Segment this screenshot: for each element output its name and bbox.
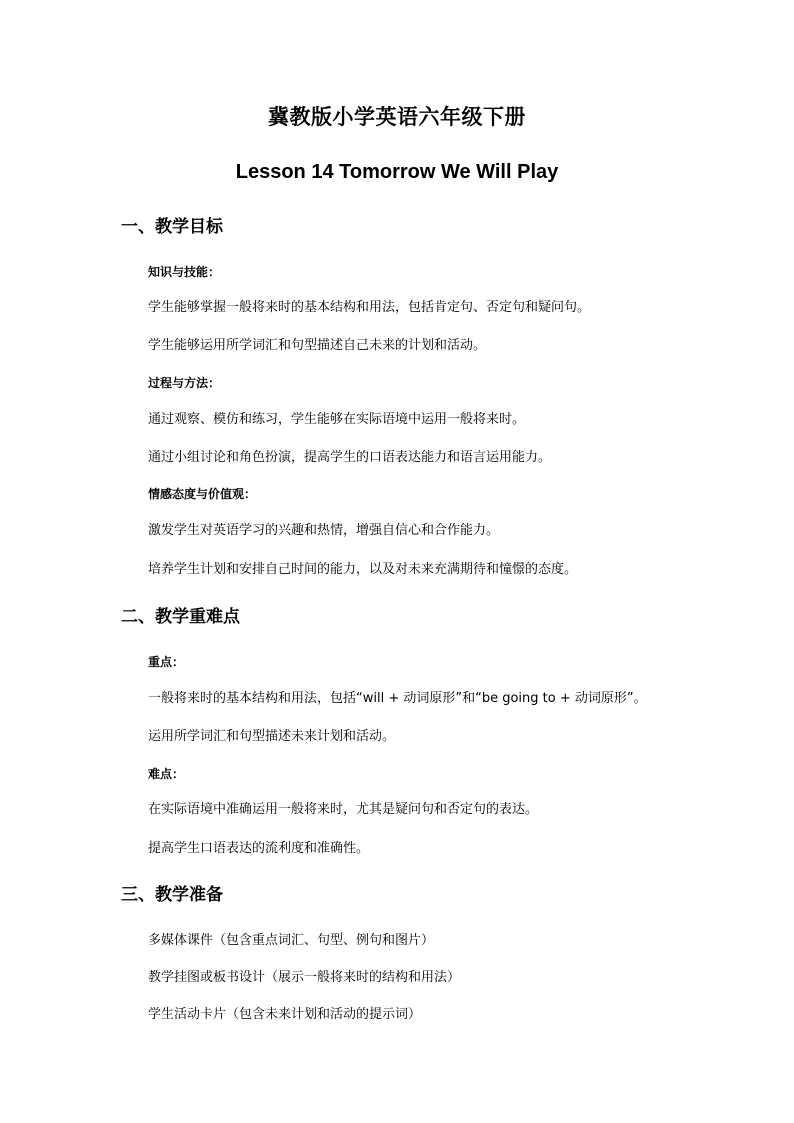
section-heading-key-points: 二、教学重难点 (121, 607, 240, 627)
paragraph: 在实际语境中准确运用一般将来时，尤其是疑问句和否定句的表达。 (148, 802, 539, 817)
subheading-attitude: 情感态度与价值观： (148, 487, 257, 501)
document-title: 冀教版小学英语六年级下册 (268, 105, 526, 129)
paragraph: 学生活动卡片（包含未来计划和活动的提示词） (148, 1007, 422, 1022)
paragraph: 通过小组讨论和角色扮演，提高学生的口语表达能力和语言运用能力。 (148, 450, 552, 465)
subheading-difficult: 难点： (148, 767, 185, 781)
paragraph: 教学挂图或板书设计（展示一般将来时的结构和用法） (148, 970, 461, 985)
paragraph: 运用所学词汇和句型描述未来计划和活动。 (148, 729, 396, 744)
subheading-process: 过程与方法： (148, 376, 221, 390)
paragraph: 一般将来时的基本结构和用法，包括“will + 动词原形”和“be going to + 动词原形”。 (148, 691, 647, 706)
paragraph: 通过观察、模仿和练习，学生能够在实际语境中运用一般将来时。 (148, 412, 526, 427)
section-heading-objectives: 一、教学目标 (121, 217, 223, 237)
subheading-key: 重点： (148, 655, 185, 669)
paragraph: 培养学生计划和安排自己时间的能力，以及对未来充满期待和憧憬的态度。 (148, 562, 578, 577)
paragraph: 多媒体课件（包含重点词汇、句型、例句和图片） (148, 933, 435, 948)
paragraph: 激发学生对英语学习的兴趣和热情，增强自信心和合作能力。 (148, 523, 500, 538)
paragraph: 学生能够运用所学词汇和句型描述自己未来的计划和活动。 (148, 338, 487, 353)
lesson-title: Lesson 14 Tomorrow We Will Play (235, 161, 559, 183)
paragraph: 学生能够掌握一般将来时的基本结构和用法，包括肯定句、否定句和疑问句。 (148, 300, 591, 315)
paragraph: 提高学生口语表达的流利度和准确性。 (148, 841, 370, 856)
section-heading-preparation: 三、教学准备 (121, 885, 223, 905)
subheading-knowledge: 知识与技能： (148, 265, 221, 279)
